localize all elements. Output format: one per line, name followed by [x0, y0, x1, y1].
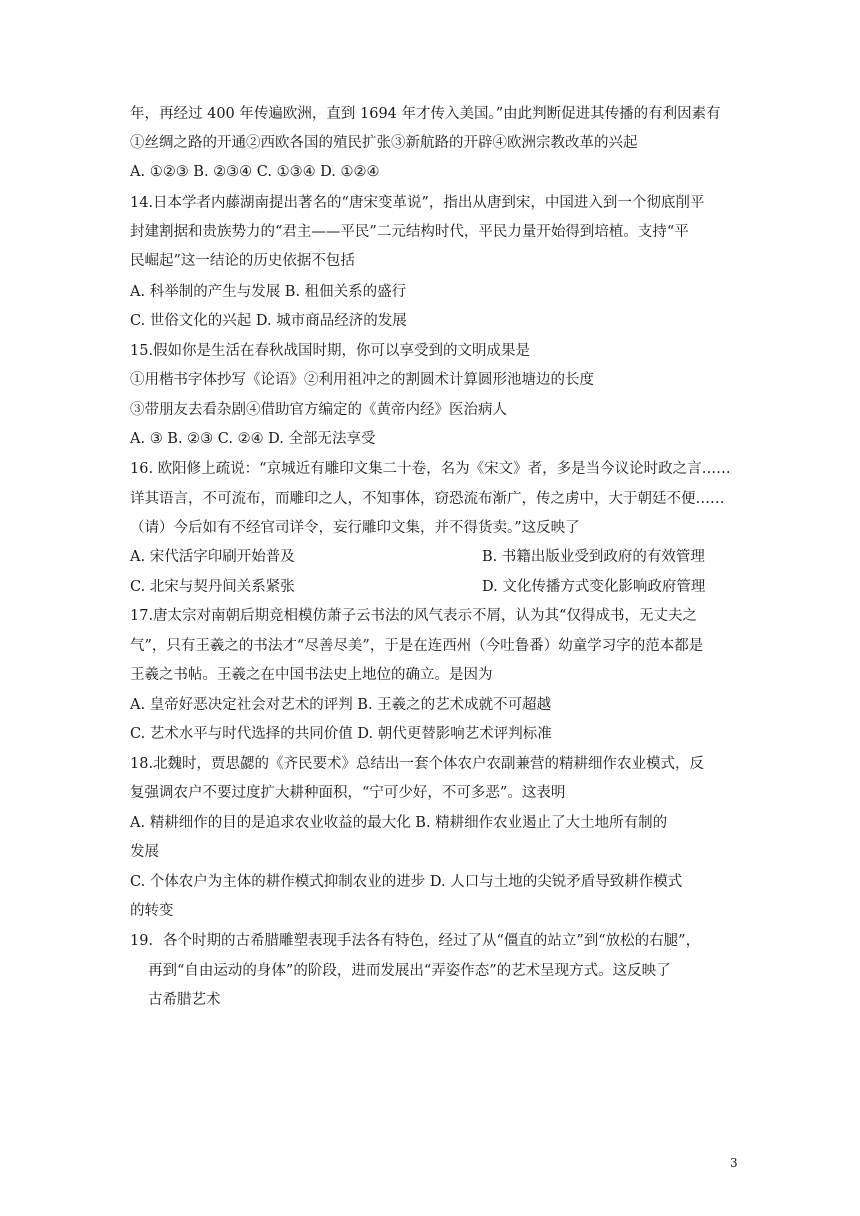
answer-options: A. 皇帝好恶决定社会对艺术的评判 B. 王羲之的艺术成就不可超越 [130, 697, 552, 713]
text-line: 的转变 [130, 903, 174, 919]
question-18: 18.北魏时，贾思勰的《齐民要术》总结出一套个体农户农副兼营的精耕细作农业模式，反 [130, 756, 705, 772]
text-line: 古希腊艺术 [148, 992, 221, 1008]
answer-options: C. 世俗文化的兴起 D. 城市商品经济的发展 [130, 313, 407, 329]
text-line: （请）今后如有不经官司详令，妄行雕印文集，并不得货卖。”这反映了 [130, 520, 580, 536]
page-number: 3 [730, 1156, 738, 1170]
answer-options: C. 个体农户为主体的耕作模式抑制农业的进步 D. 人口与土地的尖锐矛盾导致耕作模式 [130, 874, 683, 890]
option-a: A. 宋代活字印刷开始普及 [130, 549, 295, 565]
option-d: D. 文化传播方式变化影响政府管理 [482, 579, 706, 595]
answer-options: C. 艺术水平与时代选择的共同价值 D. 朝代更替影响艺术评判标准 [130, 726, 552, 742]
question-19: 19．各个时期的古希腊雕塑表现手法各有特色，经过了从“僵直的站立”到“放松的右腿”， [130, 933, 701, 949]
text-line: 民崛起”这一结论的历史依据不包括 [130, 253, 355, 269]
text-line: 复强调农户不要过度扩大耕种面积，“宁可少好，不可多恶”。这表明 [130, 785, 566, 801]
text-line: 详其语言，不可流布，而雕印之人，不知事体，窃恐流布渐广，传之虏中，大于朝廷不便…… [130, 491, 725, 507]
answer-options: A. 精耕细作的目的是追求农业收益的最大化 B. 精耕细作农业遏止了大土地所有制的 [130, 815, 668, 831]
answer-options: A. ③ B. ②③ C. ②④ D. 全部无法享受 [130, 431, 376, 447]
text-line: ③带朋友去看杂剧④借助官方编定的《黄帝内经》医治病人 [130, 402, 507, 418]
text-line: ①用楷书字体抄写《论语》②利用祖冲之的割圆术计算圆形池塘边的长度 [130, 372, 594, 388]
text-line: 再到“自由运动的身体”的阶段，进而发展出“弄姿作态”的艺术呈现方式。这反映了 [148, 963, 671, 979]
option-c: C. 北宋与契丹间关系紧张 [130, 579, 295, 595]
text-line: 封建割据和贵族势力的“君主——平民”二元结构时代，平民力量开始得到培植。支持“平 [130, 224, 689, 240]
question-16: 16. 欧阳修上疏说：“京城近有雕印文集二十卷，名为《宋文》者，多是当今议论时政之言…… [130, 461, 731, 477]
text-line: 气”，只有王羲之的书法才“尽善尽美”，于是在连西州（今吐鲁番）幼童学习字的范本都是 [130, 638, 704, 654]
question-15: 15.假如你是生活在春秋战国时期，你可以享受到的文明成果是 [130, 343, 531, 359]
text-line: 年，再经过 400 年传遍欧洲，直到 1694 年才传入美国。”由此判断促进其传播的有利因素有 [130, 106, 721, 122]
text-line: 发展 [130, 844, 159, 860]
question-14: 14.日本学者内藤湖南提出著名的“唐宋变革说”，指出从唐到宋，中国进入到一个彻底削平 [130, 195, 705, 211]
answer-options: A. 科举制的产生与发展 B. 租佃关系的盛行 [130, 284, 407, 300]
text-line: ①丝绸之路的开通②西欧各国的殖民扩张③新航路的开辟④欧洲宗教改革的兴起 [130, 135, 638, 151]
answer-options: A. ①②③ B. ②③④ C. ①③④ D. ①②④ [130, 164, 380, 180]
option-b: B. 书籍出版业受到政府的有效管理 [482, 549, 705, 565]
text-line: 王羲之书帖。王羲之在中国书法史上地位的确立。是因为 [130, 667, 493, 683]
question-17: 17.唐太宗对南朝后期竞相模仿萧子云书法的风气表示不屑，认为其“仅得成书，无丈夫之 [130, 608, 697, 624]
